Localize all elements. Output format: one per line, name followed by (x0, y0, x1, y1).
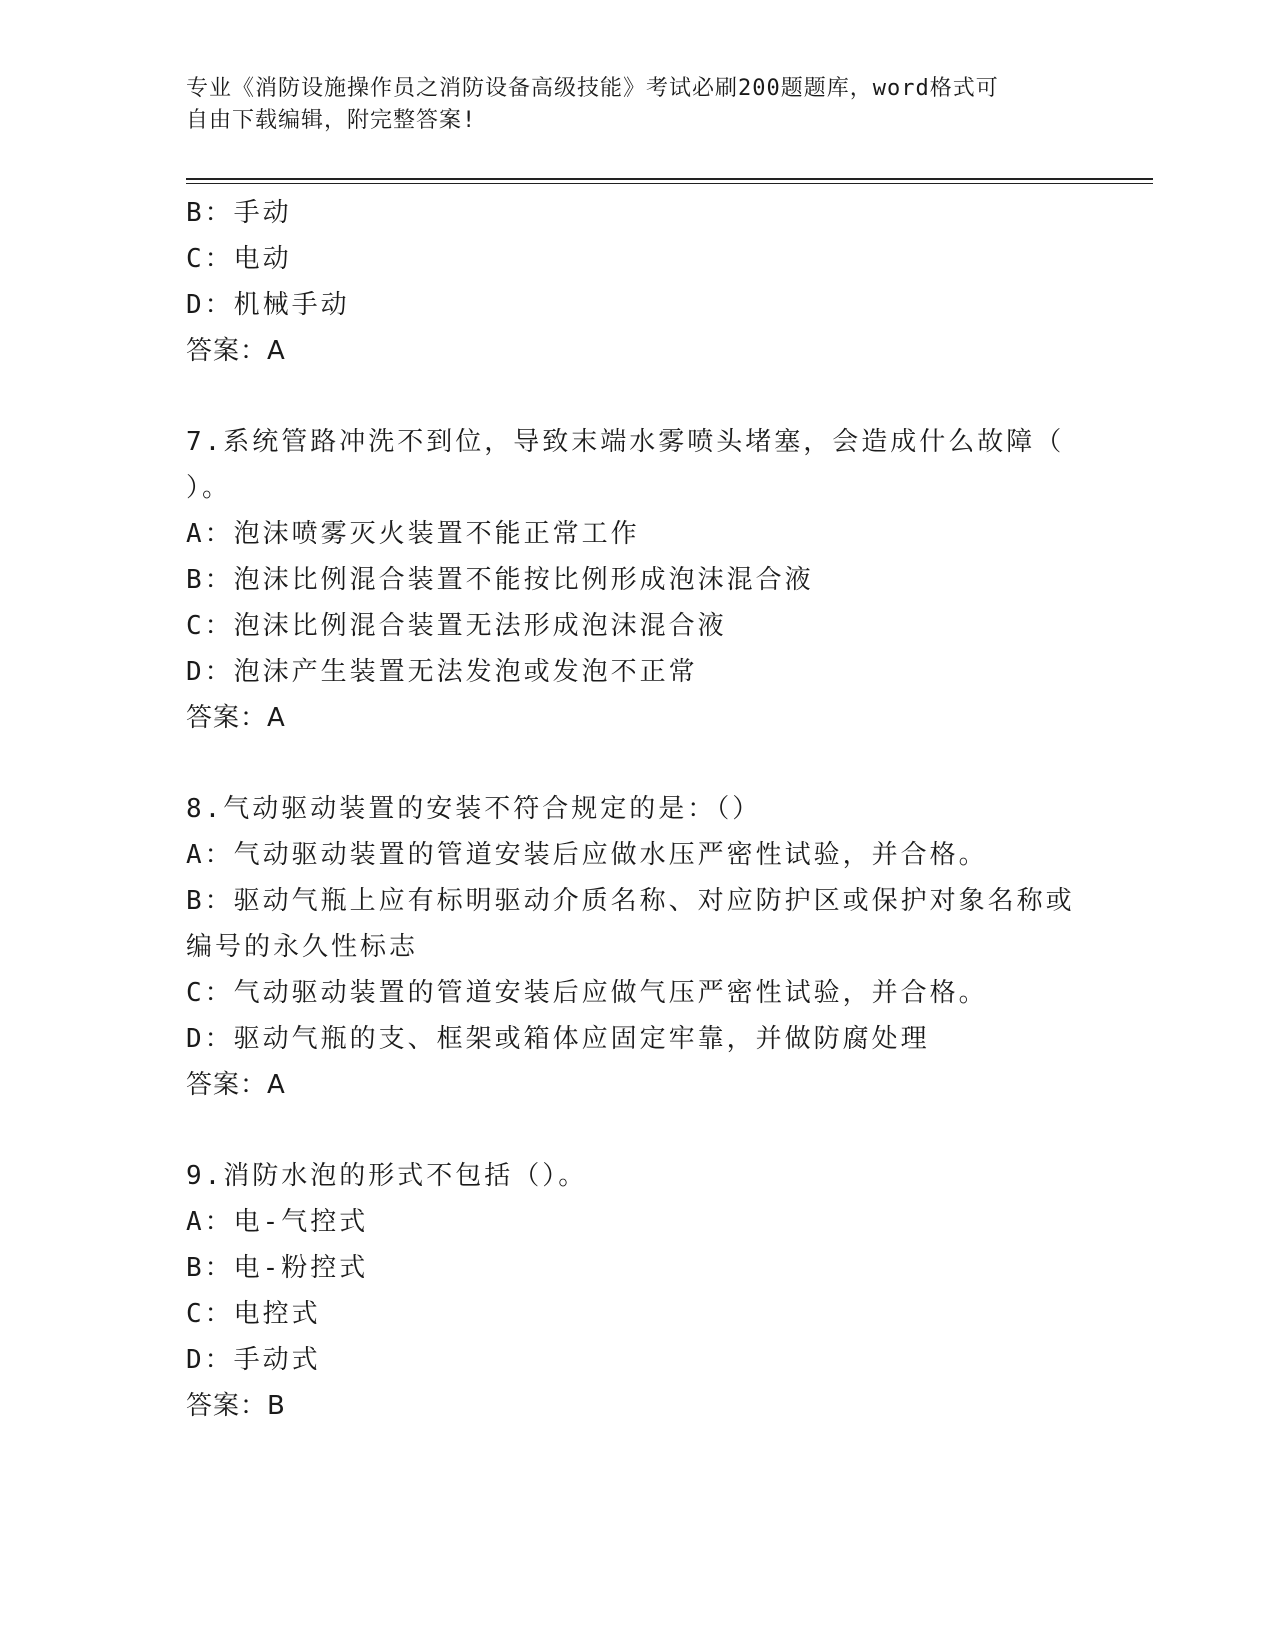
q9-option-c: C：电控式 (186, 1299, 321, 1329)
q6-option-c: C：电动 (186, 244, 292, 274)
spacer (186, 741, 1086, 786)
q7-option-b: B：泡沫比例混合装置不能按比例形成泡沫混合液 (186, 565, 814, 595)
q8-stem: 8.气动驱动装置的安装不符合规定的是：（） (186, 794, 762, 824)
q7-answer: 答案：A (186, 703, 286, 733)
header-title-line-1: 专业《消防设施操作员之消防设备高级技能》考试必刷200题题库，word格式可 (186, 76, 999, 101)
spacer (186, 1108, 1086, 1153)
q8-option-b-line-1: B：驱动气瓶上应有标明驱动介质名称、对应防护区或保护对象名称或 (186, 886, 1075, 916)
q8-option-c: C：气动驱动装置的管道安装后应做气压严密性试验，并合格。 (186, 978, 988, 1008)
q6-option-d: D：机械手动 (186, 290, 350, 320)
header-divider-thick (186, 178, 1153, 180)
q6-option-b: B：手动 (186, 198, 292, 228)
q7-option-d: D：泡沫产生装置无法发泡或发泡不正常 (186, 657, 698, 687)
q7-stem-line-2: ）。 (186, 473, 232, 503)
document-header (186, 73, 1066, 137)
q6-answer: 答案：A (186, 336, 286, 366)
q9-stem: 9.消防水泡的形式不包括（）。 (186, 1161, 588, 1191)
question-6 (186, 190, 1086, 374)
question-9 (186, 1153, 1086, 1429)
q9-option-b: B：电-粉控式 (186, 1253, 369, 1283)
question-7 (186, 419, 1086, 741)
q7-stem-line-1: 7.系统管路冲洗不到位，导致末端水雾喷头堵塞，会造成什么故障（ (186, 427, 1065, 457)
header-title-line-2: 自由下载编辑，附完整答案! (186, 108, 477, 133)
document-body (186, 190, 1086, 1429)
q9-answer: 答案：B (186, 1391, 286, 1421)
header-divider-thin (186, 183, 1153, 184)
q9-option-d: D：手动式 (186, 1345, 321, 1375)
q8-option-d: D：驱动气瓶的支、框架或箱体应固定牢靠，并做防腐处理 (186, 1024, 930, 1054)
question-8 (186, 786, 1086, 1108)
q8-answer: 答案：A (186, 1070, 286, 1100)
q7-option-a: A：泡沫喷雾灭火装置不能正常工作 (186, 519, 640, 549)
q8-option-a: A：气动驱动装置的管道安装后应做水压严密性试验，并合格。 (186, 840, 988, 870)
spacer (186, 374, 1086, 419)
q7-option-c: C：泡沫比例混合装置无法形成泡沫混合液 (186, 611, 727, 641)
q8-option-b-line-2: 编号的永久性标志 (186, 932, 419, 962)
q9-option-a: A：电-气控式 (186, 1207, 369, 1237)
